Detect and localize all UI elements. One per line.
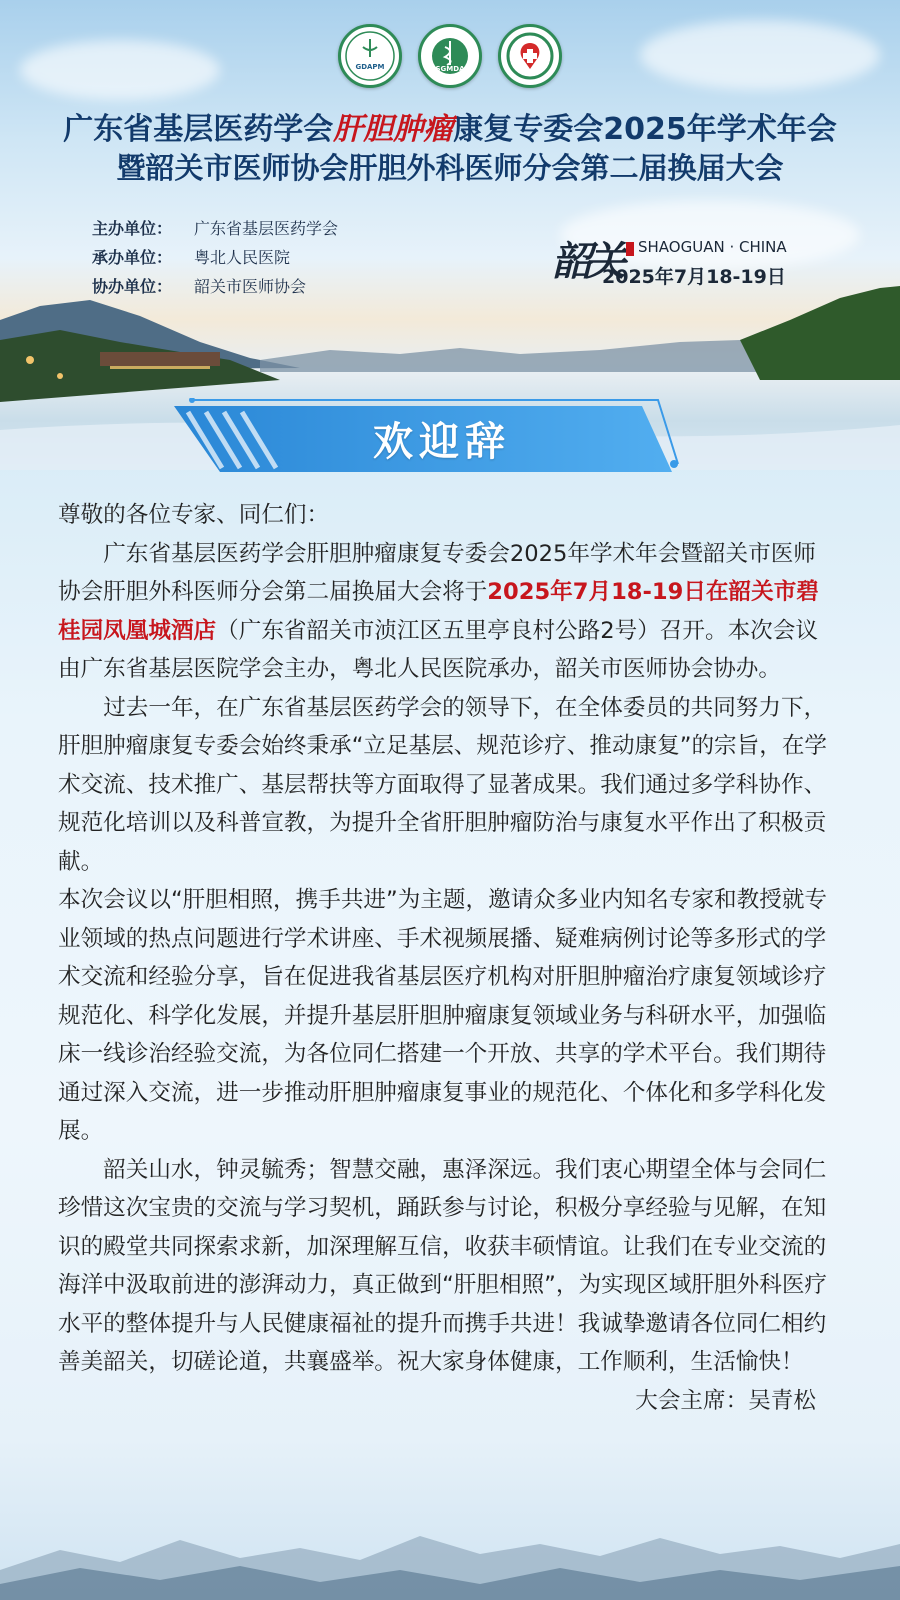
organizer-host: 主办单位： 广东省基层医药学会 [92, 219, 339, 238]
paragraph-2: 过去一年，在广东省基层医药学会的领导下，在全体委员的共同努力下，肝胆肿瘤康复专委会始终秉承“立足基层、规范诊疗、推动康复”的宗旨，在学术交流、技术推广、基层帮扶等方面取得了显著成果。我们通过多学科协作、规范化培训以及科普宣教，为提升全省肝胆肿瘤防治与康复水平作出了积极贡献。 [58, 694, 828, 875]
signature: 大会主席：吴青松 [635, 1387, 816, 1414]
event-date: 2025年7月18-19日 [602, 266, 786, 288]
main-title-line1: 广东省基层医药学会肝胆肿瘤康复专委会2025年学术年会 [63, 112, 837, 147]
hospital-logo [498, 24, 562, 88]
bottom-hills [0, 1510, 900, 1600]
paragraph-1: 广东省基层医药学会肝胆肿瘤康复专委会2025年学术年会暨韶关市医师协会肝胆外科医师分会第二届换届大会将于2025年7月18-19日在韶关市碧桂园凤凰城酒店（广东省韶关市浈江区五里亭良村公路2号）召开。本次会议由广东省基层医院学会主办，粤北人民医院承办，韶关市医师协会协办。 [58, 540, 819, 682]
welcome-letter [58, 496, 838, 1420]
main-title-line2: 暨韶关市医师协会肝胆外科医师分会第二届换届大会 [116, 151, 784, 185]
venue-highlight: 2025年7月18-19日在韶关市碧桂园凤凰城酒店 [58, 579, 819, 644]
paragraph-4: 韶关山水，钟灵毓秀；智慧交融，惠泽深远。我们衷心期望全体与会同仁珍惜这次宝贵的交流与学习契机，踊跃参与讨论，积极分享经验与见解，在知识的殿堂共同探索求新，加深理解互信，收获丰硕情谊。让我们在专业交流的海洋中汲取前进的澎湃动力，真正做到“肝胆相照”，为实现区域肝胆外科医疗水平的整体提升与人民健康福祉的提升而携手共进！我诚挚邀请各位同仁相约善美韶关，切磋论道，共襄盛举。祝大家身体健康，工作顺利，生活愉快！ [58, 1156, 828, 1375]
city-english: SHAOGUAN · CHINA [638, 238, 787, 256]
greeting: 尊敬的各位专家、同仁们： [58, 502, 330, 528]
gdapm-logo: GDAPM [338, 24, 402, 88]
organizer-undertaker: 承办单位： 粤北人民医院 [92, 248, 291, 267]
seal-icon [626, 242, 634, 256]
section-title: 欢迎辞 [373, 418, 511, 465]
paragraph-3: 本次会议以“肝胆相照，携手共进”为主题，邀请众多业内知名专家和教授就专业领域的热点问题进行学术讲座、手术视频展播、疑难病例讨论等多形式的学术交流和经验分享，旨在促进我省基层医疗机构对肝胆肿瘤治疗康复领域诊疗规范化、科学化发展，并提升基层肝胆肿瘤康复领域业务与科研水平，加强临床一线诊治经验交流，为各位同仁搭建一个开放、共享的学术平台。我们期待通过深入交流，进一步推动肝胆肿瘤康复事业的规范化、个体化和多学科化发展。 [58, 887, 828, 1144]
organizer-cohost: 协办单位： 韶关市医师协会 [92, 277, 307, 296]
city-calligraphy: 韶关 [552, 238, 620, 285]
logo-row [0, 24, 900, 88]
sgmda-logo: SGMDA [418, 24, 482, 88]
